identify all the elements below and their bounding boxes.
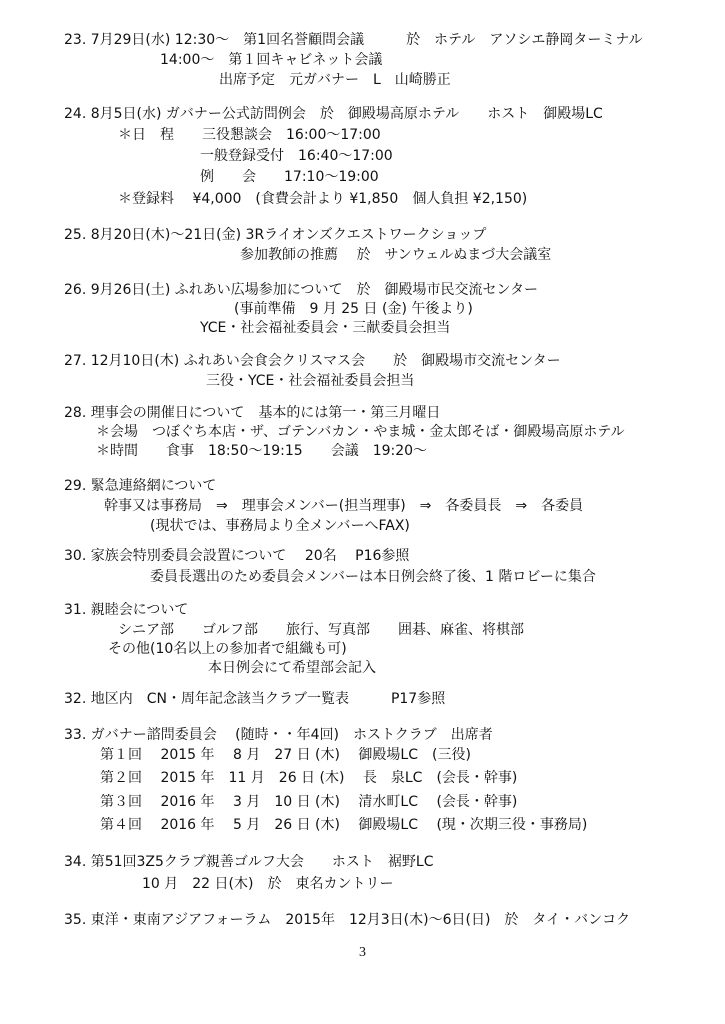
item-31-line-3: その他(10名以上の参加者で組織も可) <box>108 641 347 657</box>
item-26-line-2: (事前準備 9 月 25 日 (金) 午後より) <box>234 301 473 317</box>
item-25-line-1: 25. 8月20日(木)～21日(金) 3Rライオンズクエストワークショップ <box>64 227 487 243</box>
item-30-line-2: 委員長選出のため委員会メンバーは本日例会終了後、1 階ロビーに集合 <box>150 569 596 585</box>
item-29-line-2: 幹事又は事務局 ⇒ 理事会メンバー(担当理事) ⇒ 各委員長 ⇒ 各委員 <box>104 498 584 514</box>
page-number: 3 <box>359 945 366 960</box>
item-31-line-4: 本日例会にて希望部会記入 <box>208 660 376 676</box>
item-25-line-2: 参加教師の推薦 於 サンウェルぬまづ大会議室 <box>240 247 552 263</box>
item-29-line-1: 29. 緊急連絡網について <box>64 478 217 494</box>
item-23-line-1: 23. 7月29日(水) 12:30～ 第1回名誉顧問会議 於 ホテル アソシエ静岡ターミナル <box>64 32 643 48</box>
item-28-line-2: ＊会場 つぼぐち本店・ザ、ゴテンバカン・やま城・金太郎そば・御殿場高原ホテル <box>96 424 625 440</box>
item-28-line-3: ＊時間 食事 18:50～19:15 会議 19:20～ <box>96 443 428 459</box>
item-29-line-3: (現状では、事務局より全メンバーへFAX) <box>150 518 410 534</box>
item-27-line-1: 27. 12月10日(木) ふれあい会食会クリスマス会 於 御殿場市交流センター <box>64 353 561 369</box>
item-24-line-1: 24. 8月5日(水) ガバナー公式訪問例会 於 御殿場高原ホテル ホスト 御殿場LC <box>64 106 603 122</box>
item-33-line-3: 第２回 2015 年 11 月 26 日 (木) 長 泉LC (会長・幹事) <box>100 770 518 786</box>
item-24-line-5: ＊登録料 ¥4,000 (食費会計より ¥1,850 個人負担 ¥2,150) <box>118 191 528 207</box>
item-23-line-3: 出席予定 元ガバナー L 山崎勝正 <box>219 72 451 88</box>
item-24-line-3: 一般登録受付 16:40～17:00 <box>200 148 393 164</box>
item-34-line-2: 10 月 22 日(木) 於 東名カントリー <box>142 876 394 892</box>
item-31-line-2: シニア部 ゴルフ部 旅行、写真部 囲碁、麻雀、将棋部 <box>118 622 524 638</box>
item-33-line-5: 第４回 2016 年 5 月 26 日 (木) 御殿場LC (現・次期三役・事務局) <box>100 817 588 833</box>
item-24-line-4: 例 会 17:10～19:00 <box>200 169 379 185</box>
item-33-line-1: 33. ガバナー諮問委員会 (随時・・年4回) ホストクラブ 出席者 <box>64 727 493 743</box>
item-35-line-1: 35. 東洋・東南アジアフォーラム 2015年 12月3日(木)～6日(日) 於 タイ・バンコク <box>64 912 631 928</box>
item-26-line-1: 26. 9月26日(土) ふれあい広場参加について 於 御殿場市民交流センター <box>64 282 538 298</box>
item-24-line-2: ＊日 程 三役懇談会 16:00～17:00 <box>118 127 381 143</box>
item-27-line-2: 三役・YCE・社会福祉委員会担当 <box>206 373 415 389</box>
item-23-line-2: 14:00～ 第１回キャビネット会議 <box>160 52 383 68</box>
item-32-line-1: 32. 地区内 CN・周年記念該当クラブ一覧表 P17参照 <box>64 691 446 707</box>
item-33-line-4: 第３回 2016 年 3 月 10 日 (木) 清水町LC (会長・幹事) <box>100 794 518 810</box>
item-33-line-2: 第１回 2015 年 8 月 27 日 (木) 御殿場LC (三役) <box>100 747 471 763</box>
item-34-line-1: 34. 第51回3Z5クラブ親善ゴルフ大会 ホスト 裾野LC <box>64 854 434 870</box>
item-30-line-1: 30. 家族会特別委員会設置について 20名 P16参照 <box>64 548 410 564</box>
item-26-line-3: YCE・社会福祉委員会・三献委員会担当 <box>200 320 451 336</box>
item-28-line-1: 28. 理事会の開催日について 基本的には第一・第三月曜日 <box>64 405 441 421</box>
item-31-line-1: 31. 親睦会について <box>64 602 189 618</box>
